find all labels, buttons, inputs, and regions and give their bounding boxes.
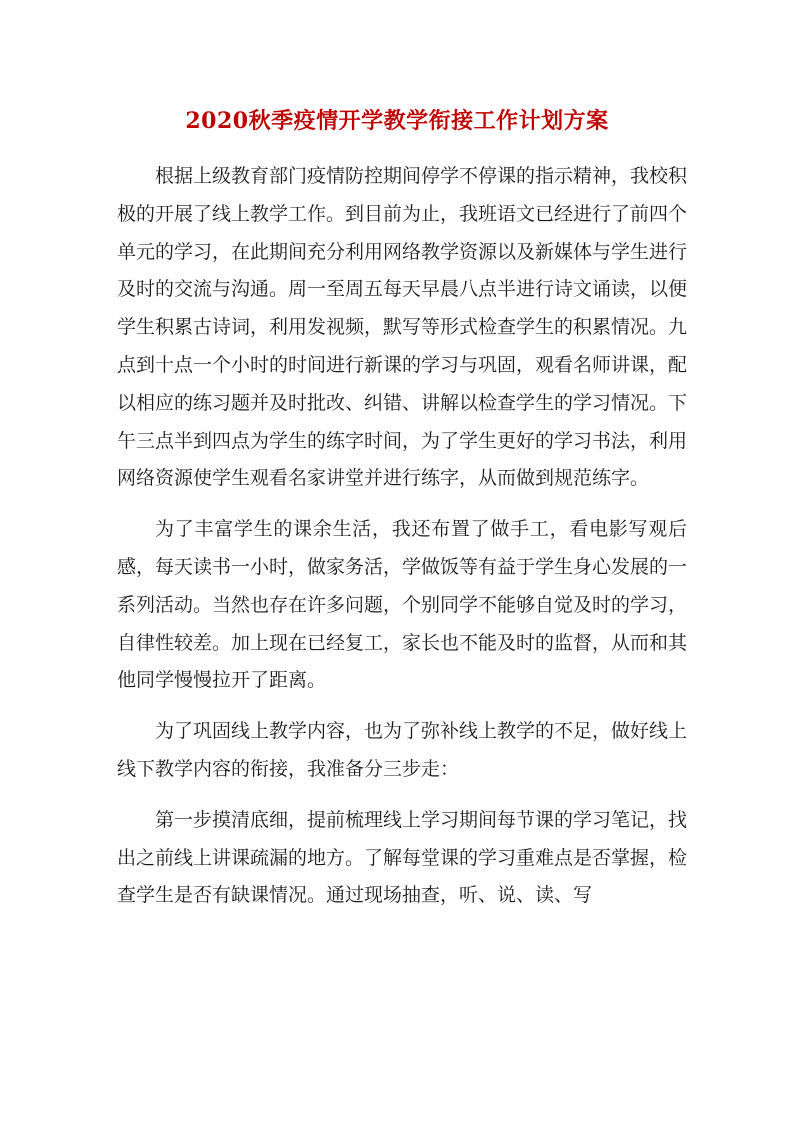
- document-title: 2020秋季疫情开学教学衔接工作计划方案: [185, 108, 609, 134]
- document-body: [117, 158, 687, 915]
- paragraph-3: 为了巩固线上教学内容，也为了弥补线上教学的不足，做好线上线下教学内容的衔接，我准备分三步走：: [117, 720, 688, 780]
- paragraph-4: 第一步摸清底细，提前梳理线上学习期间每节课的学习笔记，找出之前线上讲课疏漏的地方。了解每堂课的学习重难点是否掌握，检查学生是否有缺课情况。通过现场抽查，听、说、读、写: [117, 808, 688, 907]
- paragraph-1: 根据上级教育部门疫情防控期间停学不停课的指示精神，我校积极的开展了线上教学工作。到目前为止，我班语文已经进行了前四个单元的学习，在此期间充分利用网络教学资源以及新媒体与学生进行及时的交流与沟通。周一至周五每天早晨八点半进行诗文诵读，以便学生积累古诗词，利用发视频，默写等形式检查学生的积累情况。九点到十点一个小时的时间进行新课的学习与巩固，观看名师讲课，配以相应的练习题并及时批改、纠错、讲解以检查学生的学习情况。下午三点半到四点为学生的练字时间，为了学生更好的学习书法，利用网络资源使学生观看名家讲堂并进行练字，从而做到规范练字。: [117, 165, 688, 490]
- paragraph-2: 为了丰富学生的课余生活，我还布置了做手工，看电影写观后感，每天读书一小时，做家务活，学做饭等有益于学生身心发展的一系列活动。当然也存在许多问题，个别同学不能够自觉及时的学习，自律性较差。加上现在已经复工，家长也不能及时的监督，从而和其他同学慢慢拉开了距离。: [117, 518, 688, 692]
